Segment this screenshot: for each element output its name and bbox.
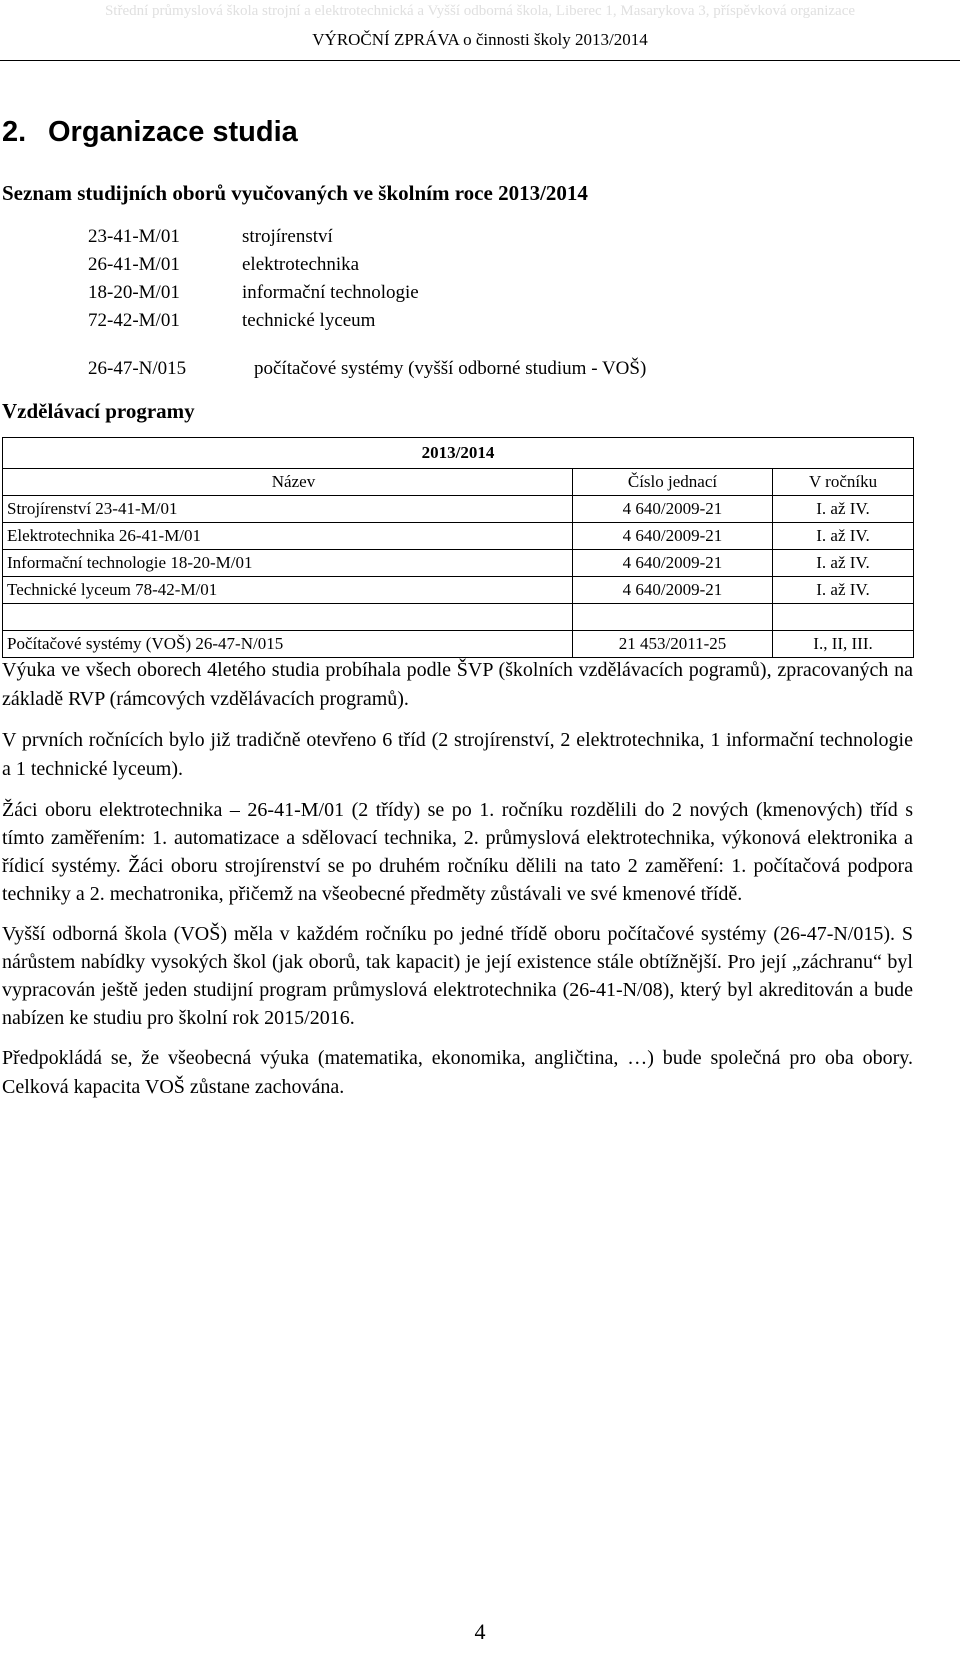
section-heading xyxy=(2,114,298,150)
program-number: 4 640/2009-21 xyxy=(573,550,773,577)
header-divider xyxy=(0,60,960,61)
table-row xyxy=(3,550,914,577)
programs-table xyxy=(2,437,914,658)
table-row-vos xyxy=(3,631,914,658)
table-row xyxy=(3,523,914,550)
field-item xyxy=(88,223,419,251)
table-spacer-row xyxy=(3,604,914,631)
vos-field-name: počítačové systémy (vyšší odborné studium - VOŠ) xyxy=(254,358,647,379)
header-report-title: VÝROČNÍ ZPRÁVA o činnosti školy 2013/2014 xyxy=(312,30,648,49)
table-row xyxy=(3,577,914,604)
field-item xyxy=(88,279,419,307)
field-name: strojírenství xyxy=(242,226,333,247)
table-row xyxy=(3,496,914,523)
field-item xyxy=(88,307,419,335)
table-year-row xyxy=(3,438,914,469)
field-name: informační technologie xyxy=(242,282,419,303)
table-year-header: 2013/2014 xyxy=(3,438,914,469)
empty-cell xyxy=(3,604,573,631)
field-code: 23-41-M/01 xyxy=(88,226,180,247)
field-item xyxy=(88,251,419,279)
program-grade: I. až IV. xyxy=(773,577,914,604)
program-grade: I., II, III. xyxy=(773,631,914,658)
empty-cell xyxy=(773,604,914,631)
program-name: Informační technologie 18-20-M/01 xyxy=(3,550,573,577)
paragraph: Výuka ve všech oborech 4letého studia probíhala podle ŠVP (školních vzdělávacích pogramů), zpracovaných na základě RVP (rámcových vzdělávacích programů). xyxy=(2,659,913,710)
column-header-name: Název xyxy=(3,469,573,496)
paragraph: V prvních ročnících bylo již tradičně otevřeno 6 tříd (2 strojírenství, 2 elektrotechnika, 1 informační technologie a 1 technické lyceum). xyxy=(2,729,913,780)
program-number: 21 453/2011-25 xyxy=(573,631,773,658)
header-school-name: Střední průmyslová škola strojní a elektrotechnická a Vyšší odborná škola, Liberec 1, Masarykova 3, příspěvková organizace xyxy=(104,3,856,19)
field-code: 26-41-M/01 xyxy=(88,254,180,275)
column-header-grade: V ročníku xyxy=(773,469,914,496)
program-number: 4 640/2009-21 xyxy=(573,577,773,604)
program-grade: I. až IV. xyxy=(773,550,914,577)
paragraph: Předpokládá se, že všeobecná výuka (matematika, ekonomika, angličtina, …) bude společná pro oba obory. Celková kapacita VOŠ zůstane zachována. xyxy=(2,1047,913,1098)
program-name: Strojírenství 23-41-M/01 xyxy=(3,496,573,523)
table-header-row xyxy=(3,469,914,496)
paragraph: Vyšší odborná škola (VOŠ) měla v každém ročníku po jedné třídě oboru počítačové systémy (26-47-N/015). S nárůstem nabídky vysokých škol (jak oborů, tak kapacit) je její existence stále obtížnější. Pro její „záchranu“ byl vypracován ještě jeden studijní program průmyslová elektrotechnika (26-41-N/08), který byl akreditován a bude nabízen ke studiu pro školní rok 2015/2016. xyxy=(2,923,913,1029)
empty-cell xyxy=(573,604,773,631)
field-name: elektrotechnika xyxy=(242,254,360,275)
program-number: 4 640/2009-21 xyxy=(573,523,773,550)
section-title: Organizace studia xyxy=(48,116,298,148)
programs-heading: Vzdělávací programy xyxy=(2,399,195,423)
page-number: 4 xyxy=(474,1619,486,1644)
program-name: Technické lyceum 78-42-M/01 xyxy=(3,577,573,604)
program-number: 4 640/2009-21 xyxy=(573,496,773,523)
fields-list xyxy=(88,223,419,335)
vos-field-code: 26-47-N/015 xyxy=(88,358,187,379)
program-grade: I. až IV. xyxy=(773,496,914,523)
program-name: Počítačové systémy (VOŠ) 26-47-N/015 xyxy=(3,631,573,658)
program-grade: I. až IV. xyxy=(773,523,914,550)
column-header-number: Číslo jednací xyxy=(573,469,773,496)
body-text xyxy=(2,656,913,1114)
program-name: Elektrotechnika 26-41-M/01 xyxy=(3,523,573,550)
field-code: 18-20-M/01 xyxy=(88,282,180,303)
paragraph: Žáci oboru elektrotechnika – 26-41-M/01 (2 třídy) se po 1. ročníku rozdělili do 2 nových (kmenových) tříd s tímto zaměřením: 1. automatizace a sdělovací technika, 2. průmyslová elektrotechnika, výkonová elektronika a řídicí systémy. Žáci oboru strojírenství se po druhém ročníku dělili na tato 2 zaměření: 1. počítačová podpora techniky a 2. mechatronika, přičemž na všeobecné předměty zůstávali ve své kmenové třídě. xyxy=(2,799,913,905)
field-name: technické lyceum xyxy=(242,310,376,331)
section-number: 2. xyxy=(2,116,27,148)
vos-field-item xyxy=(88,355,646,383)
fields-heading: Seznam studijních oborů vyučovaných ve školním roce 2013/2014 xyxy=(2,181,588,205)
field-code: 72-42-M/01 xyxy=(88,310,180,331)
